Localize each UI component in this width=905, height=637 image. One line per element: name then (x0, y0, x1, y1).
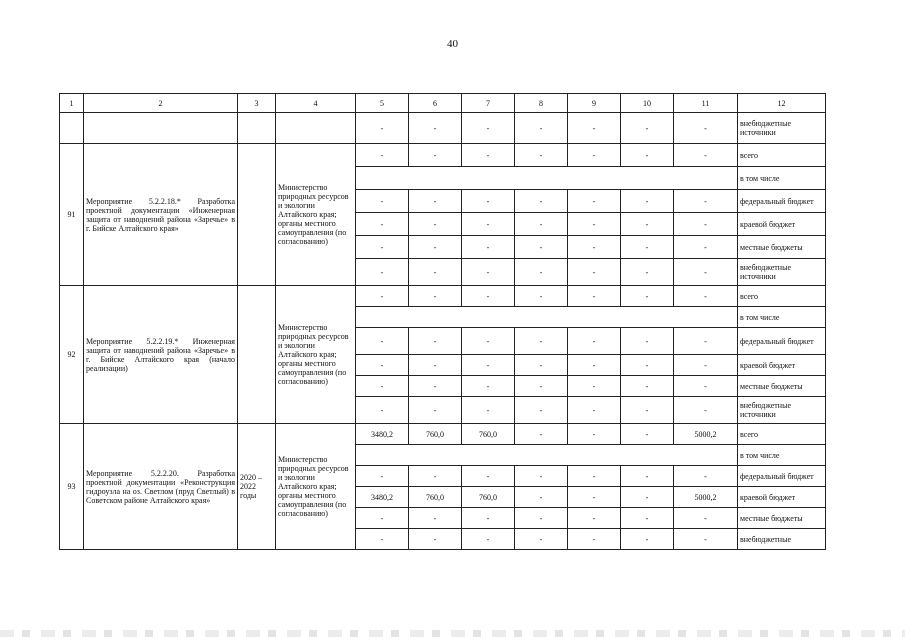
value-cell: 760,0 (409, 487, 462, 508)
cell-empty (356, 167, 738, 190)
dash-cell: - (356, 529, 409, 550)
table-row (60, 113, 826, 144)
header-cell: 7 (462, 94, 515, 113)
header-cell: 12 (738, 94, 826, 113)
dash-cell: - (356, 328, 409, 355)
dash-cell: - (409, 259, 462, 286)
dash-cell: - (462, 259, 515, 286)
dash-cell: - (621, 190, 674, 213)
header-cell: 6 (409, 94, 462, 113)
dash-cell: - (674, 529, 738, 550)
dash-cell: - (568, 328, 621, 355)
executor-cell: Министерство природных ресурсов и экологии Алтайского края; органы местного самоуправления (по согласованию) (276, 144, 356, 286)
dash-cell: - (621, 113, 674, 144)
dash-cell: - (568, 286, 621, 307)
header-cell: 11 (674, 94, 738, 113)
table-row (60, 424, 826, 445)
dash-cell: - (515, 113, 568, 144)
source-label: федеральный бюджет (738, 190, 826, 213)
row-number: 93 (60, 424, 84, 550)
table-row (60, 286, 826, 307)
dash-cell: - (568, 236, 621, 259)
dash-cell: - (674, 397, 738, 424)
dash-cell: - (515, 355, 568, 376)
dash-cell: - (409, 213, 462, 236)
source-label: всего (738, 424, 826, 445)
dash-cell: - (674, 376, 738, 397)
cell-empty (276, 113, 356, 144)
dash-cell: - (674, 328, 738, 355)
years-cell (238, 286, 276, 424)
header-cell: 8 (515, 94, 568, 113)
value-cell: - (515, 487, 568, 508)
cell-empty (356, 445, 738, 466)
source-label: внебюджетные источники (738, 259, 826, 286)
value-cell: 760,0 (462, 487, 515, 508)
source-label: в том числе (738, 445, 826, 466)
value-cell: - (621, 487, 674, 508)
dash-cell: - (356, 144, 409, 167)
dash-cell: - (568, 397, 621, 424)
dash-cell: - (356, 190, 409, 213)
value-cell: - (568, 424, 621, 445)
dash-cell: - (568, 190, 621, 213)
measure-name: Мероприятие 5.2.2.18.* Разработка проектной документации «Инженерная защита от наводнений района «Заречье» в г. Бийске Алтайского края» (84, 144, 238, 286)
source-label: в том числе (738, 307, 826, 328)
header-cell: 1 (60, 94, 84, 113)
dash-cell: - (568, 144, 621, 167)
header-cell: 5 (356, 94, 409, 113)
dash-cell: - (409, 113, 462, 144)
dash-cell: - (515, 144, 568, 167)
dash-cell: - (409, 529, 462, 550)
dash-cell: - (462, 328, 515, 355)
dash-cell: - (621, 328, 674, 355)
dash-cell: - (621, 466, 674, 487)
dash-cell: - (568, 259, 621, 286)
header-row (60, 94, 826, 113)
dash-cell: - (462, 397, 515, 424)
value-cell: - (515, 424, 568, 445)
dash-cell: - (621, 236, 674, 259)
value-cell: 3480,2 (356, 424, 409, 445)
cell-empty (84, 113, 238, 144)
cell-empty (60, 113, 84, 144)
dash-cell: - (568, 355, 621, 376)
dash-cell: - (621, 355, 674, 376)
source-label: внебюджетные (738, 529, 826, 550)
source-label: в том числе (738, 167, 826, 190)
dash-cell: - (409, 397, 462, 424)
dash-cell: - (462, 286, 515, 307)
dash-cell: - (356, 236, 409, 259)
row-number: 91 (60, 144, 84, 286)
dash-cell: - (356, 113, 409, 144)
header-cell: 3 (238, 94, 276, 113)
dash-cell: - (568, 466, 621, 487)
value-cell: 3480,2 (356, 487, 409, 508)
dash-cell: - (515, 213, 568, 236)
dash-cell: - (462, 190, 515, 213)
dash-cell: - (674, 355, 738, 376)
funding-table (59, 93, 826, 550)
dash-cell: - (674, 508, 738, 529)
executor-cell: Министерство природных ресурсов и экологии Алтайского края; органы местного самоуправления (по согласованию) (276, 424, 356, 550)
header-cell: 4 (276, 94, 356, 113)
dash-cell: - (674, 144, 738, 167)
dash-cell: - (409, 466, 462, 487)
measure-name: Мероприятие 5.2.2.20. Разработка проектной документации «Реконструкция гидроузла на оз. Светлом (пруд Светлый) в Советском районе Алтайского края» (84, 424, 238, 550)
dash-cell: - (515, 397, 568, 424)
value-cell: 760,0 (409, 424, 462, 445)
dash-cell: - (356, 355, 409, 376)
source-label: всего (738, 144, 826, 167)
dash-cell: - (621, 529, 674, 550)
dash-cell: - (409, 376, 462, 397)
dash-cell: - (515, 466, 568, 487)
table-row (60, 144, 826, 167)
dash-cell: - (621, 259, 674, 286)
source-label: федеральный бюджет (738, 466, 826, 487)
scan-artifact (0, 630, 905, 637)
dash-cell: - (409, 190, 462, 213)
dash-cell: - (356, 466, 409, 487)
source-label: внебюджетные источники (738, 113, 826, 144)
dash-cell: - (568, 113, 621, 144)
dash-cell: - (409, 328, 462, 355)
dash-cell: - (409, 144, 462, 167)
header-cell: 10 (621, 94, 674, 113)
header-cell: 9 (568, 94, 621, 113)
source-label: местные бюджеты (738, 376, 826, 397)
value-cell: 5000,2 (674, 424, 738, 445)
dash-cell: - (674, 113, 738, 144)
dash-cell: - (568, 376, 621, 397)
dash-cell: - (621, 397, 674, 424)
dash-cell: - (621, 144, 674, 167)
source-label: местные бюджеты (738, 508, 826, 529)
dash-cell: - (462, 508, 515, 529)
dash-cell: - (462, 466, 515, 487)
dash-cell: - (674, 213, 738, 236)
dash-cell: - (356, 213, 409, 236)
dash-cell: - (515, 286, 568, 307)
dash-cell: - (356, 376, 409, 397)
dash-cell: - (356, 259, 409, 286)
dash-cell: - (356, 286, 409, 307)
dash-cell: - (568, 529, 621, 550)
dash-cell: - (621, 286, 674, 307)
header-cell: 2 (84, 94, 238, 113)
source-label: всего (738, 286, 826, 307)
dash-cell: - (409, 355, 462, 376)
source-label: краевой бюджет (738, 355, 826, 376)
dash-cell: - (674, 286, 738, 307)
dash-cell: - (621, 213, 674, 236)
source-label: местные бюджеты (738, 236, 826, 259)
cell-empty (238, 113, 276, 144)
dash-cell: - (621, 376, 674, 397)
dash-cell: - (674, 236, 738, 259)
dash-cell: - (462, 213, 515, 236)
value-cell: - (621, 424, 674, 445)
cell-empty (356, 307, 738, 328)
value-cell: 5000,2 (674, 487, 738, 508)
dash-cell: - (515, 236, 568, 259)
dash-cell: - (356, 397, 409, 424)
dash-cell: - (462, 236, 515, 259)
dash-cell: - (568, 213, 621, 236)
dash-cell: - (674, 259, 738, 286)
dash-cell: - (462, 529, 515, 550)
dash-cell: - (515, 259, 568, 286)
row-number: 92 (60, 286, 84, 424)
dash-cell: - (409, 236, 462, 259)
years-cell (238, 144, 276, 286)
dash-cell: - (462, 355, 515, 376)
source-label: внебюджетные источники (738, 397, 826, 424)
source-label: краевой бюджет (738, 487, 826, 508)
dash-cell: - (515, 328, 568, 355)
measure-name: Мероприятие 5.2.2.19.* Инженерная защита от наводнений района «Заречье» в г. Бийске Алтайского края (начало реализации) (84, 286, 238, 424)
dash-cell: - (409, 508, 462, 529)
dash-cell: - (462, 113, 515, 144)
dash-cell: - (356, 508, 409, 529)
dash-cell: - (515, 190, 568, 213)
dash-cell: - (515, 508, 568, 529)
dash-cell: - (462, 144, 515, 167)
dash-cell: - (462, 376, 515, 397)
dash-cell: - (674, 466, 738, 487)
value-cell: 760,0 (462, 424, 515, 445)
dash-cell: - (674, 190, 738, 213)
source-label: федеральный бюджет (738, 328, 826, 355)
dash-cell: - (515, 529, 568, 550)
executor-cell: Министерство природных ресурсов и экологии Алтайского края; органы местного самоуправления (по согласованию) (276, 286, 356, 424)
source-label: краевой бюджет (738, 213, 826, 236)
dash-cell: - (621, 508, 674, 529)
dash-cell: - (515, 376, 568, 397)
years-cell: 2020 – 2022 годы (238, 424, 276, 550)
page-number: 40 (447, 38, 458, 50)
dash-cell: - (568, 508, 621, 529)
dash-cell: - (409, 286, 462, 307)
value-cell: - (568, 487, 621, 508)
